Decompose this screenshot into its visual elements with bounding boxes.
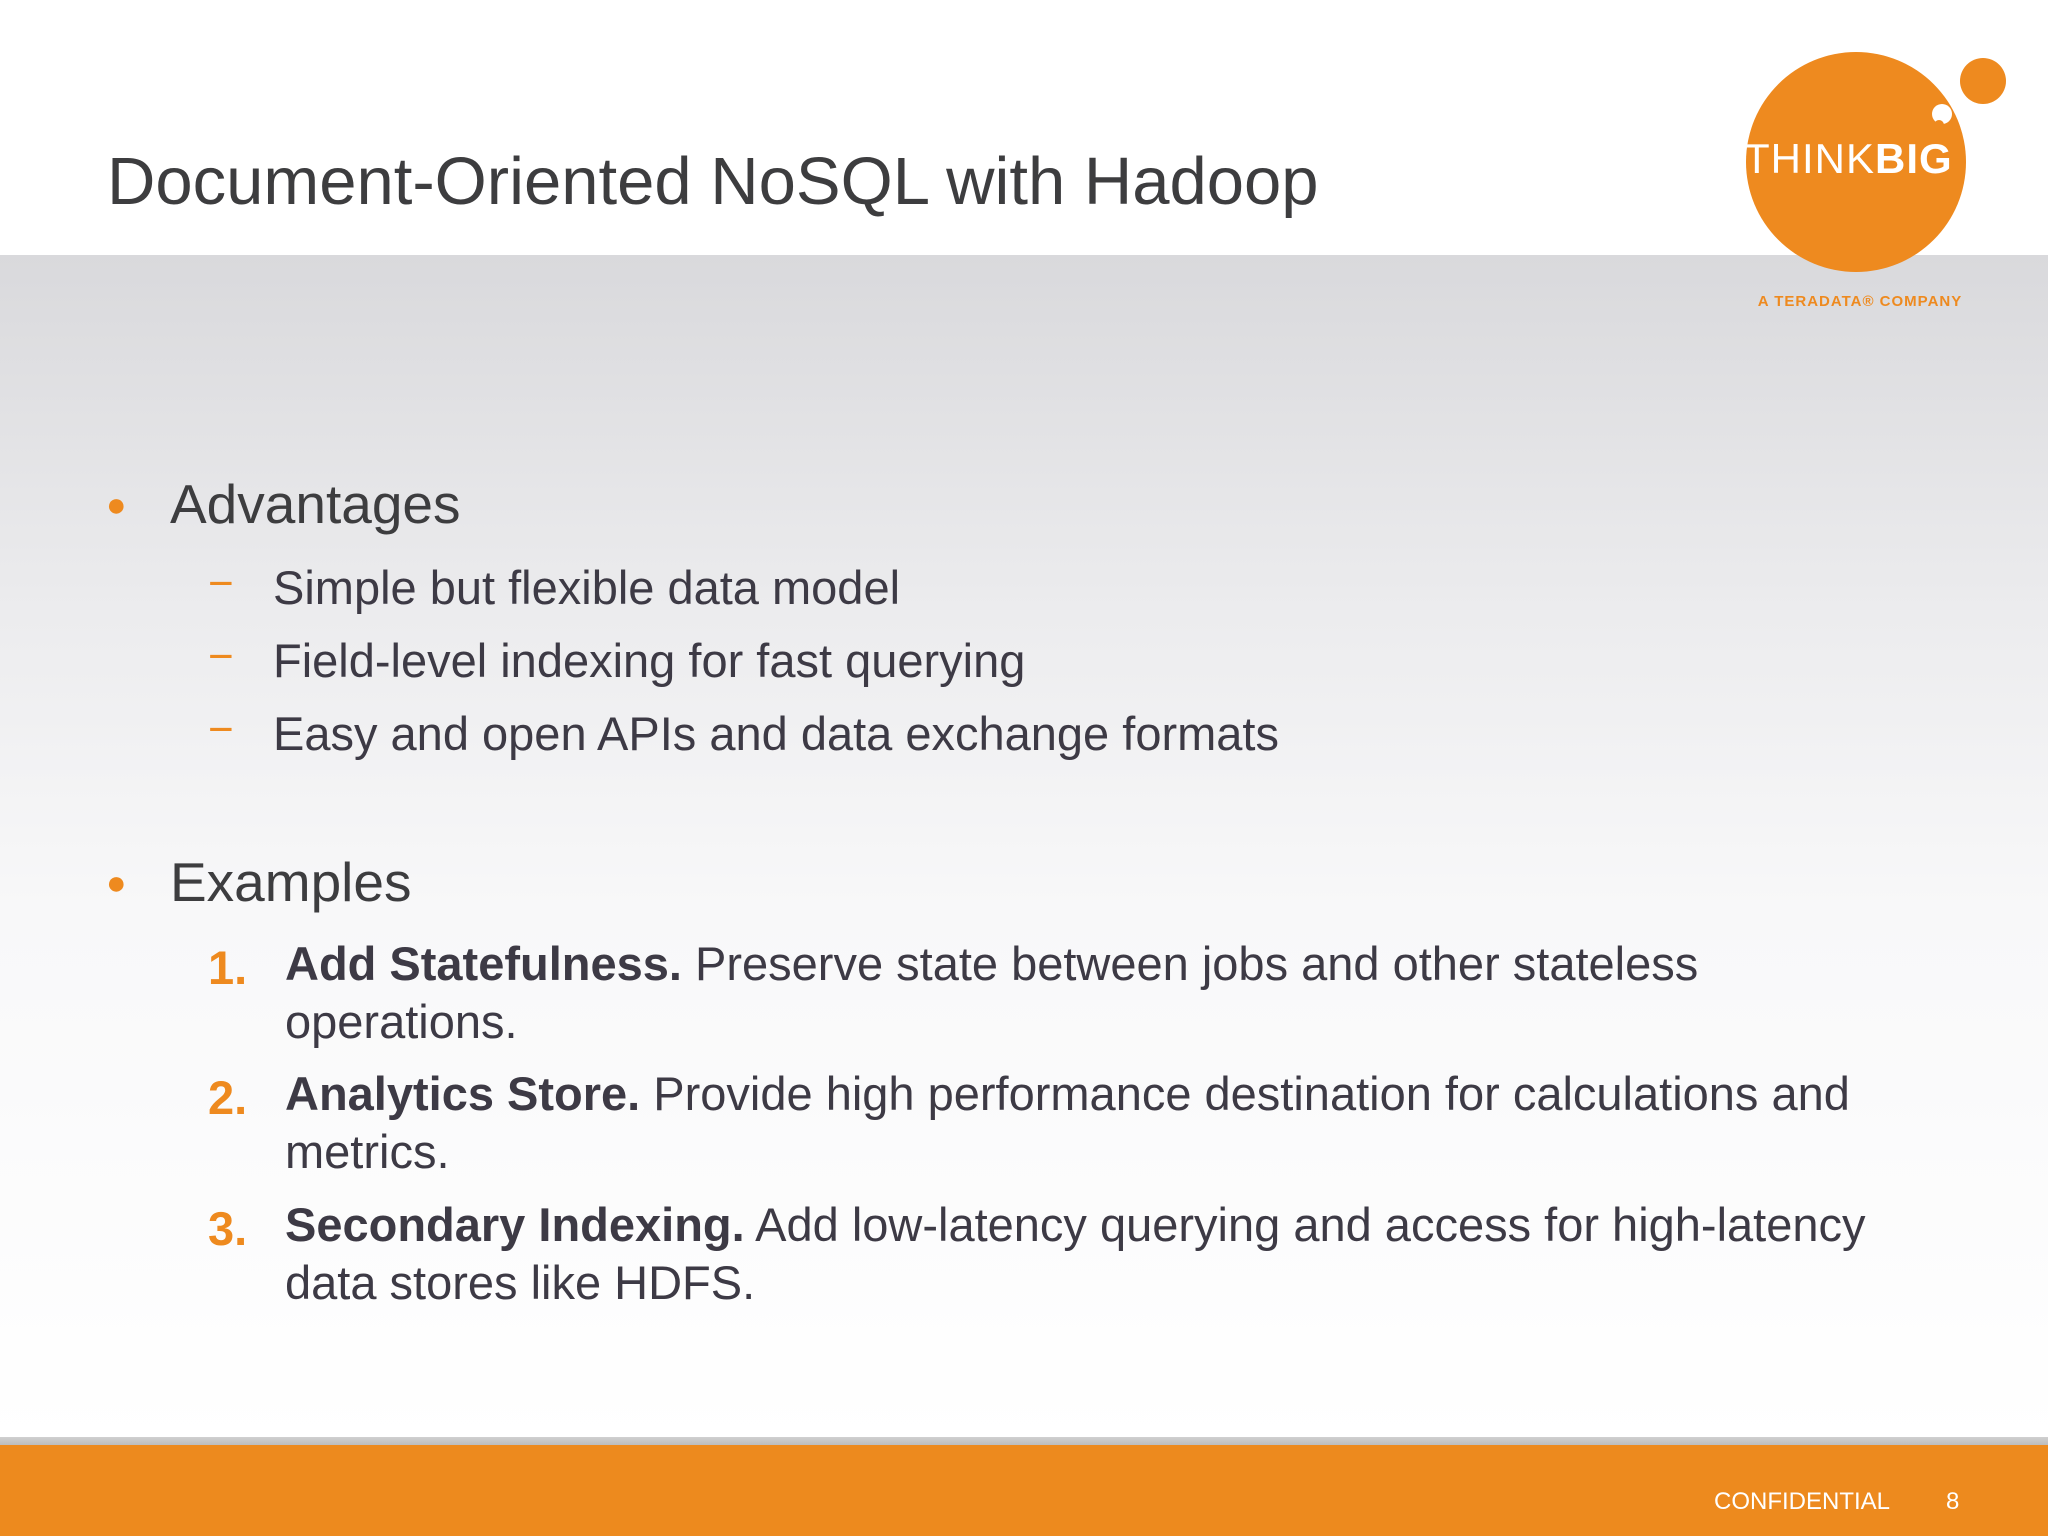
footer-divider	[0, 1437, 2048, 1445]
advantage-item: Simple but flexible data model	[273, 561, 901, 614]
advantages-heading: Advantages	[170, 473, 461, 535]
example-item-title: Analytics Store.	[285, 1067, 641, 1120]
example-item	[285, 935, 1915, 1051]
example-item-title: Secondary Indexing.	[285, 1198, 745, 1251]
dash-icon: −	[208, 559, 234, 608]
logo-tagline: A TERADATA® COMPANY	[1757, 293, 1963, 310]
logo-big: BIG	[1875, 135, 1953, 182]
example-item	[285, 1196, 1915, 1312]
example-number: 2.	[208, 1071, 248, 1124]
example-item-desc: Add low-latency querying and access for high-latency data stores like HDFS.	[285, 1198, 1866, 1309]
slide-title: Document-Oriented NoSQL with Hadoop	[107, 144, 1319, 219]
example-item-desc: Preserve state between jobs and other stateless operations.	[285, 937, 1699, 1048]
examples-heading: Examples	[170, 851, 412, 913]
page-number: 8	[1946, 1488, 1960, 1515]
advantage-item: Field-level indexing for fast querying	[273, 634, 1026, 687]
logo-dot	[1960, 58, 2006, 104]
dash-icon: −	[208, 632, 234, 681]
logo-think: THINK	[1744, 135, 1875, 182]
dash-icon: −	[208, 705, 234, 754]
advantage-item: Easy and open APIs and data exchange formats	[273, 707, 1279, 760]
example-item-title: Add Statefulness.	[285, 937, 682, 990]
confidential-label: CONFIDENTIAL	[1714, 1488, 1891, 1515]
bullet-icon: ●	[106, 486, 127, 524]
logo-wordmark	[1744, 135, 1984, 182]
example-item	[285, 1065, 1915, 1181]
bullet-icon: ●	[106, 864, 127, 902]
example-item-desc: Provide high performance destination for calculations and metrics.	[285, 1067, 1850, 1178]
example-number: 1.	[208, 941, 248, 994]
logo-dot-inner	[1934, 120, 1944, 130]
example-number: 3.	[208, 1202, 248, 1255]
